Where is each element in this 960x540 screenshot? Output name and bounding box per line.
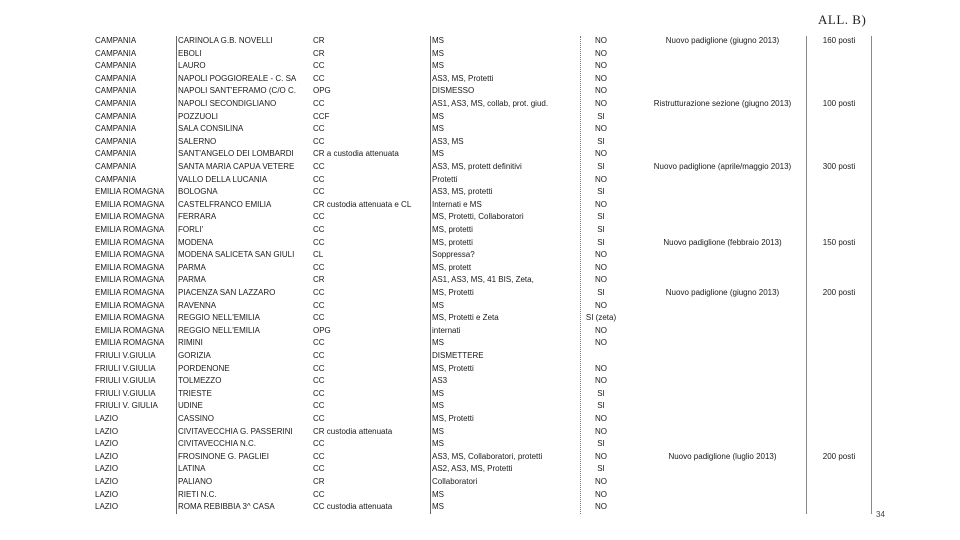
institute-cell: CASSINO <box>178 414 215 423</box>
region-cell: EMILIA ROMAGNA <box>95 313 165 323</box>
institute-cell: EBOLI <box>178 48 202 58</box>
sections-cell: AS1, AS3, MS, 41 BIS, Zeta, <box>432 275 534 285</box>
flag-cell: SI <box>597 288 605 297</box>
institute-cell: POZZUOLI <box>178 111 219 121</box>
flag-cell: SI <box>597 212 605 222</box>
table-row <box>0 324 960 337</box>
flag-cell: NO <box>595 502 607 512</box>
table-row <box>0 147 960 160</box>
flag-cell: SI <box>597 225 605 234</box>
flag-cell: SI <box>597 162 605 171</box>
posts-cell: 200 posti <box>822 288 856 297</box>
sections-cell: MS <box>432 426 444 436</box>
type-cell: CC <box>313 162 325 171</box>
sections-cell: Soppressa? <box>432 250 475 260</box>
table-row <box>0 223 960 236</box>
type-cell: CC <box>313 414 325 423</box>
flag-cell: SI (zeta) <box>585 313 617 323</box>
institute-cell: RIETI N.C. <box>178 489 217 499</box>
flag-cell: SI <box>597 401 605 411</box>
flag-cell: NO <box>595 86 607 96</box>
region-cell: CAMPANIA <box>95 48 137 58</box>
region-cell: FRIULI V.GIULIA <box>95 388 156 398</box>
flag-cell: NO <box>595 325 607 335</box>
region-cell: EMILIA ROMAGNA <box>95 325 165 335</box>
sections-cell: AS3, MS, protett definitivi <box>432 162 522 171</box>
sections-cell: DISMETTERE <box>432 351 484 360</box>
institute-cell: CARINOLA G.B. NOVELLI <box>178 36 273 45</box>
institute-cell: PORDENONE <box>178 363 230 373</box>
posts-cell: 100 posti <box>822 99 856 108</box>
institute-cell: PIACENZA SAN LAZZARO <box>178 288 276 297</box>
region-cell: CAMPANIA <box>95 174 137 184</box>
region-cell: EMILIA ROMAGNA <box>95 250 165 260</box>
flag-cell: NO <box>595 262 607 272</box>
region-cell: EMILIA ROMAGNA <box>95 237 165 247</box>
region-cell: LAZIO <box>95 439 119 449</box>
table-row <box>0 299 960 312</box>
region-cell: EMILIA ROMAGNA <box>95 187 165 197</box>
institute-cell: CIVITAVECCHIA N.C. <box>178 439 256 449</box>
type-cell: CL <box>313 250 324 260</box>
institute-cell: BOLOGNA <box>178 187 218 197</box>
flag-cell: NO <box>595 414 607 423</box>
note-cell: Ristrutturazione sezione (giugno 2013) <box>653 99 792 108</box>
type-cell: CC <box>313 288 325 297</box>
note-cell: Nuovo padiglione (luglio 2013) <box>668 451 777 461</box>
region-cell: LAZIO <box>95 502 119 512</box>
sections-cell: Collaboratori <box>432 477 478 486</box>
sections-cell: AS3, MS <box>432 136 464 146</box>
institute-cell: FORLI' <box>178 225 204 234</box>
table-row <box>0 311 960 324</box>
sections-cell: AS3, MS, protetti <box>432 187 493 197</box>
type-cell: CC <box>313 489 325 499</box>
sections-cell: MS <box>432 48 444 58</box>
table-row <box>0 374 960 387</box>
sections-cell: MS <box>432 338 444 348</box>
flag-cell: NO <box>595 338 607 348</box>
flag-cell: SI <box>597 237 605 247</box>
sections-cell: AS3 <box>432 376 448 386</box>
type-cell: CC <box>313 225 325 234</box>
sections-cell: AS3, MS, Protetti <box>432 73 494 83</box>
flag-cell: SI <box>597 464 605 474</box>
institute-cell: GORIZIA <box>178 351 211 360</box>
note-cell: Nuovo padiglione (giugno 2013) <box>665 288 780 297</box>
sections-cell: Internati e MS <box>432 199 482 209</box>
region-cell: EMILIA ROMAGNA <box>95 262 165 272</box>
sections-cell: MS, Protetti, Collaboratori <box>432 212 524 222</box>
sections-cell: AS3, MS, Collaboratori, protetti <box>432 451 543 461</box>
institute-cell: PARMA <box>178 275 206 285</box>
page-number: 34 <box>876 510 885 519</box>
sections-cell: DISMESSO <box>432 86 475 96</box>
attachment-label: ALL. B) <box>818 12 867 27</box>
type-cell: CC <box>313 136 325 146</box>
table-row <box>0 412 960 425</box>
institute-cell: CIVITAVECCHIA G. PASSERINI <box>178 426 293 436</box>
type-cell: CCF <box>313 111 330 121</box>
region-cell: CAMPANIA <box>95 111 137 121</box>
type-cell: CR <box>313 275 325 285</box>
type-cell: CC <box>313 124 325 134</box>
institute-cell: UDINE <box>178 401 203 411</box>
institute-cell: PALIANO <box>178 477 213 486</box>
flag-cell: NO <box>595 300 607 310</box>
region-cell: EMILIA ROMAGNA <box>95 199 165 209</box>
institute-cell: SANTA MARIA CAPUA VETERE <box>178 162 295 171</box>
type-cell: CC <box>313 61 325 71</box>
table-row <box>0 160 960 173</box>
flag-cell: NO <box>595 426 607 436</box>
region-cell: EMILIA ROMAGNA <box>95 275 165 285</box>
flag-cell: NO <box>595 363 607 373</box>
type-cell: CC <box>313 439 325 449</box>
type-cell: CC <box>313 237 325 247</box>
sections-cell: Protetti <box>432 174 458 184</box>
region-cell: LAZIO <box>95 477 119 486</box>
region-cell: LAZIO <box>95 464 119 474</box>
flag-cell: NO <box>595 149 607 159</box>
sections-cell: MS, protetti <box>432 225 473 234</box>
institute-cell: PARMA <box>178 262 206 272</box>
table-row <box>0 387 960 400</box>
sections-cell: MS, Protetti <box>432 288 474 297</box>
flag-cell: SI <box>597 136 605 146</box>
flag-cell: NO <box>595 61 607 71</box>
region-cell: LAZIO <box>95 451 119 461</box>
type-cell: CC <box>313 464 325 474</box>
type-cell: CC <box>313 376 325 386</box>
table-row <box>0 437 960 450</box>
institute-cell: REGGIO NELL'EMILIA <box>178 313 260 323</box>
table-row <box>0 198 960 211</box>
note-cell: Nuovo padiglione (giugno 2013) <box>665 36 780 45</box>
region-cell: EMILIA ROMAGNA <box>95 225 165 234</box>
table-row <box>0 236 960 249</box>
institute-cell: ROMA REBIBBIA 3^ CASA <box>178 502 275 512</box>
table-row <box>0 248 960 261</box>
posts-cell: 150 posti <box>822 237 856 247</box>
type-cell: CR custodia attenuata e CL <box>313 199 412 209</box>
flag-cell: NO <box>595 36 607 45</box>
table-row <box>0 425 960 438</box>
table-row <box>0 210 960 223</box>
flag-cell: NO <box>595 275 607 285</box>
institute-cell: RIMINI <box>178 338 203 348</box>
type-cell: CC <box>313 388 325 398</box>
table-row <box>0 122 960 135</box>
institute-cell: SALERNO <box>178 136 217 146</box>
flag-cell: NO <box>595 73 607 83</box>
table-row <box>0 475 960 488</box>
region-cell: CAMPANIA <box>95 136 137 146</box>
posts-cell: 300 posti <box>822 162 856 171</box>
table-row <box>0 362 960 375</box>
region-cell: EMILIA ROMAGNA <box>95 300 165 310</box>
sections-cell: MS <box>432 111 444 121</box>
institute-cell: SALA CONSILINA <box>178 124 244 134</box>
sections-cell: MS <box>432 401 444 411</box>
sections-cell: MS <box>432 502 444 512</box>
type-cell: CC <box>313 99 325 108</box>
type-cell: CC custodia attenuata <box>313 502 393 512</box>
institute-cell: VALLO DELLA LUCANIA <box>178 174 268 184</box>
region-cell: EMILIA ROMAGNA <box>95 288 165 297</box>
sections-cell: MS <box>432 439 444 449</box>
region-cell: CAMPANIA <box>95 149 137 159</box>
type-cell: CR a custodia attenuata <box>313 149 399 159</box>
region-cell: LAZIO <box>95 414 119 423</box>
region-cell: CAMPANIA <box>95 86 137 96</box>
region-cell: EMILIA ROMAGNA <box>95 212 165 222</box>
type-cell: CR <box>313 477 325 486</box>
type-cell: CC <box>313 300 325 310</box>
flag-cell: NO <box>595 250 607 260</box>
institute-cell: LAURO <box>178 61 206 71</box>
sections-cell: MS <box>432 124 444 134</box>
flag-cell: SI <box>597 439 605 449</box>
sections-cell: MS <box>432 388 444 398</box>
note-cell: Nuovo padiglione (aprile/maggio 2013) <box>653 162 792 171</box>
institute-cell: NAPOLI SECONDIGLIANO <box>178 99 277 108</box>
table-row <box>0 450 960 463</box>
institute-cell: CASTELFRANCO EMILIA <box>178 199 272 209</box>
table-row <box>0 286 960 299</box>
table-row <box>0 110 960 123</box>
table-row <box>0 97 960 110</box>
table-row <box>0 185 960 198</box>
table-row <box>0 173 960 186</box>
sections-cell: MS <box>432 149 444 159</box>
table-row <box>0 261 960 274</box>
table-row <box>0 135 960 148</box>
type-cell: CR <box>313 48 325 58</box>
institute-cell: MODENA SALICETA SAN GIULI <box>178 250 295 260</box>
table-row <box>0 349 960 362</box>
type-cell: OPG <box>313 325 331 335</box>
sections-cell: MS <box>432 300 444 310</box>
flag-cell: SI <box>597 111 605 121</box>
type-cell: CC <box>313 313 325 323</box>
flag-cell: NO <box>595 124 607 134</box>
type-cell: CR custodia attenuata <box>313 426 393 436</box>
type-cell: CC <box>313 338 325 348</box>
type-cell: OPG <box>313 86 331 96</box>
region-cell: EMILIA ROMAGNA <box>95 338 165 348</box>
sections-cell: AS2, AS3, MS, Protetti <box>432 464 513 474</box>
region-cell: CAMPANIA <box>95 36 137 45</box>
table-row <box>0 59 960 72</box>
region-cell: FRIULI V.GIULIA <box>95 351 156 360</box>
type-cell: CC <box>313 73 325 83</box>
sections-cell: MS <box>432 61 444 71</box>
institute-cell: RAVENNA <box>178 300 217 310</box>
sections-cell: AS1, AS3, MS, collab, prot. giud. <box>432 99 549 108</box>
sections-cell: MS, Protetti e Zeta <box>432 313 499 323</box>
region-cell: FRIULI V.GIULIA <box>95 376 156 386</box>
region-cell: LAZIO <box>95 489 119 499</box>
institute-cell: NAPOLI POGGIOREALE - C. SA <box>178 73 297 83</box>
region-cell: CAMPANIA <box>95 73 137 83</box>
region-cell: FRIULI V.GIULIA <box>95 363 156 373</box>
type-cell: CC <box>313 351 325 360</box>
flag-cell: NO <box>595 489 607 499</box>
posts-cell: 200 posti <box>822 451 856 461</box>
table-row <box>0 336 960 349</box>
type-cell: CC <box>313 451 325 461</box>
type-cell: CC <box>313 174 325 184</box>
institute-cell: SANT'ANGELO DEI LOMBARDI <box>178 149 294 159</box>
institute-cell: FROSINONE G. PAGLIEI <box>178 451 269 461</box>
sections-cell: MS <box>432 489 444 499</box>
flag-cell: SI <box>597 388 605 398</box>
flag-cell: NO <box>595 376 607 386</box>
table-row <box>0 273 960 286</box>
region-cell: CAMPANIA <box>95 99 137 108</box>
sections-cell: MS, protetti <box>432 237 473 247</box>
table-row <box>0 72 960 85</box>
table-row <box>0 488 960 501</box>
region-cell: FRIULI V. GIULIA <box>95 401 158 411</box>
institute-cell: REGGIO NELL'EMILIA <box>178 325 260 335</box>
table-row <box>0 34 960 47</box>
flag-cell: NO <box>595 199 607 209</box>
institute-cell: MODENA <box>178 237 214 247</box>
region-cell: LAZIO <box>95 426 119 436</box>
table-row <box>0 47 960 60</box>
flag-cell: NO <box>595 174 607 184</box>
type-cell: CC <box>313 401 325 411</box>
type-cell: CC <box>313 262 325 272</box>
flag-cell: NO <box>595 99 607 108</box>
table-row <box>0 462 960 475</box>
type-cell: CC <box>313 187 325 197</box>
institute-cell: TRIESTE <box>178 388 212 398</box>
institute-cell: TOLMEZZO <box>178 376 222 386</box>
sections-cell: MS <box>432 36 444 45</box>
table-row <box>0 84 960 97</box>
type-cell: CC <box>313 212 325 222</box>
type-cell: CC <box>313 363 325 373</box>
institute-cell: LATINA <box>178 464 206 474</box>
institute-cell: NAPOLI SANT'EFRAMO (C/O C. <box>178 86 296 96</box>
institute-cell: FERRARA <box>178 212 217 222</box>
region-cell: CAMPANIA <box>95 162 137 171</box>
table-row <box>0 500 960 513</box>
sections-cell: internati <box>432 325 461 335</box>
sections-cell: MS, Protetti <box>432 363 474 373</box>
flag-cell: NO <box>595 451 607 461</box>
table-row <box>0 399 960 412</box>
region-cell: CAMPANIA <box>95 124 137 134</box>
posts-cell: 160 posti <box>822 36 856 45</box>
flag-cell: NO <box>595 48 607 58</box>
flag-cell: SI <box>597 187 605 197</box>
sections-cell: MS, Protetti <box>432 414 474 423</box>
region-cell: CAMPANIA <box>95 61 137 71</box>
type-cell: CR <box>313 36 325 45</box>
sections-cell: MS, protett <box>432 262 472 272</box>
flag-cell: NO <box>595 477 607 486</box>
note-cell: Nuovo padiglione (febbraio 2013) <box>663 237 782 247</box>
